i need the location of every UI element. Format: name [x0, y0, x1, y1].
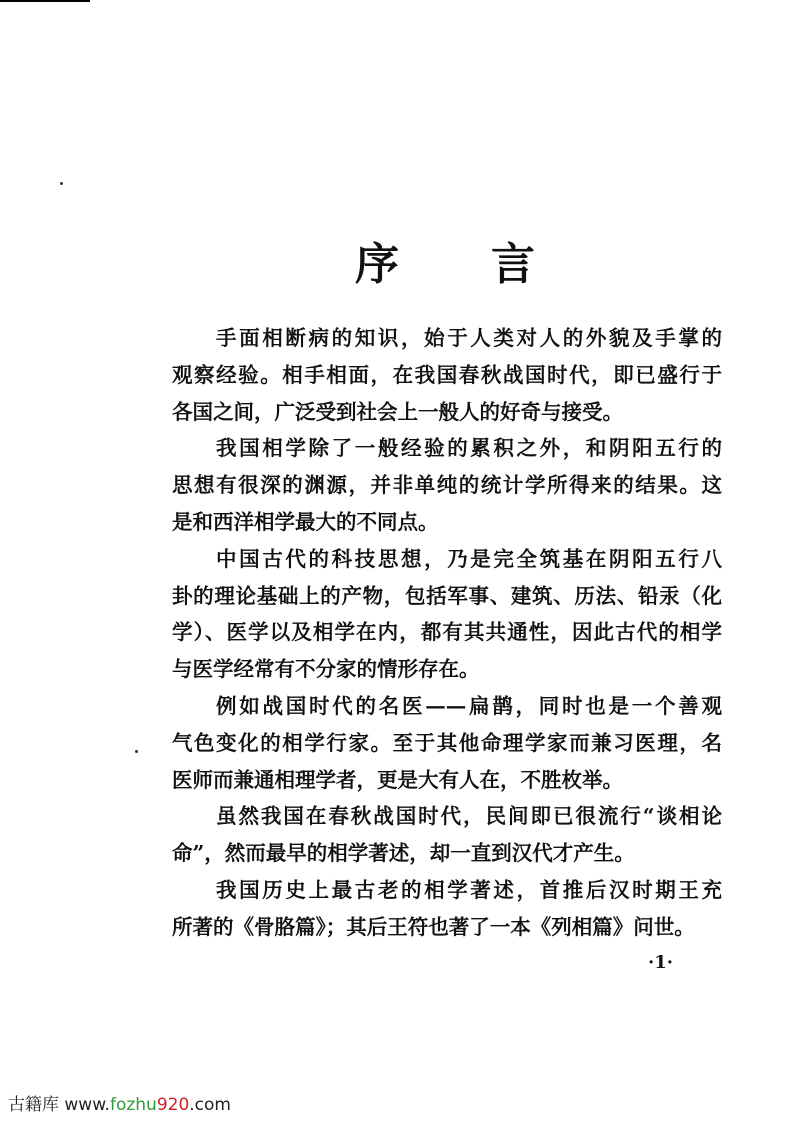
paragraph [172, 430, 722, 540]
url-prefix: www. [64, 1095, 110, 1115]
paragraph [172, 872, 722, 946]
text-line: 例如战国时代的名医——扁鹊，同时也是一个善观 [216, 693, 722, 718]
page-number: ·1· [648, 952, 674, 973]
text-line: 学）、医学以及相学在内，都有其共通性，因此古代的相学 [172, 620, 722, 645]
text-line: 手面相断病的知识，始于人类对人的外貌及手掌的 [216, 326, 722, 350]
text-line: 是和西洋相学最大的不同点。 [172, 509, 439, 534]
text-line: 各国之间，广泛受到社会上一般人的好奇与接受。 [172, 399, 623, 424]
paragraph [172, 541, 722, 688]
url-domain-green: fozhu [109, 1095, 157, 1115]
paragraph [172, 798, 722, 872]
url-domain-red: 920 [156, 1095, 190, 1115]
scan-speck [135, 750, 138, 753]
text-line: 命”，然而最早的相学著述，却一直到汉代才产生。 [172, 841, 635, 866]
text-line: 我国相学除了一般经验的累积之外，和阴阳五行的 [216, 436, 722, 461]
paragraph [172, 688, 722, 798]
site-url [64, 1095, 231, 1115]
preface-body [172, 320, 722, 946]
scan-speck [60, 182, 63, 185]
scan-edge-line [0, 0, 90, 2]
title-char: 序 [355, 239, 399, 290]
watermark-footer [8, 1090, 231, 1115]
text-line: 气色变化的相学行家。至于其他命理学家而兼习医理，名 [172, 730, 722, 755]
text-line: 观察经验。相手相面，在我国春秋战国时代，即已盛行于 [172, 362, 722, 387]
site-name: 古籍库 [8, 1095, 59, 1115]
text-line: 所著的《骨胳篇》；其后王符也著了一本《列相篇》问世。 [172, 914, 695, 939]
text-line: 中国古代的科技思想，乃是完全筑基在阴阳五行八 [216, 546, 722, 571]
text-line: 与医学经常有不分家的情形存在。 [172, 657, 480, 682]
text-line: 医师而兼通相理学者，更是大有人在，不胜枚举。 [172, 767, 623, 792]
title-char: 言 [491, 239, 535, 290]
paragraph [172, 320, 722, 430]
text-line: 思想有很深的渊源，并非单纯的统计学所得来的结果。这 [172, 473, 722, 498]
url-suffix: .com [189, 1095, 231, 1115]
text-line: 虽然我国在春秋战国时代，民间即已很流行“谈相论 [216, 804, 722, 829]
page-title [355, 228, 535, 292]
text-line: 卦的理论基础上的产物，包括军事、建筑、历法、铅汞（化 [172, 583, 722, 608]
text-line: 我国历史上最古老的相学著述，首推后汉时期王充 [216, 877, 722, 902]
